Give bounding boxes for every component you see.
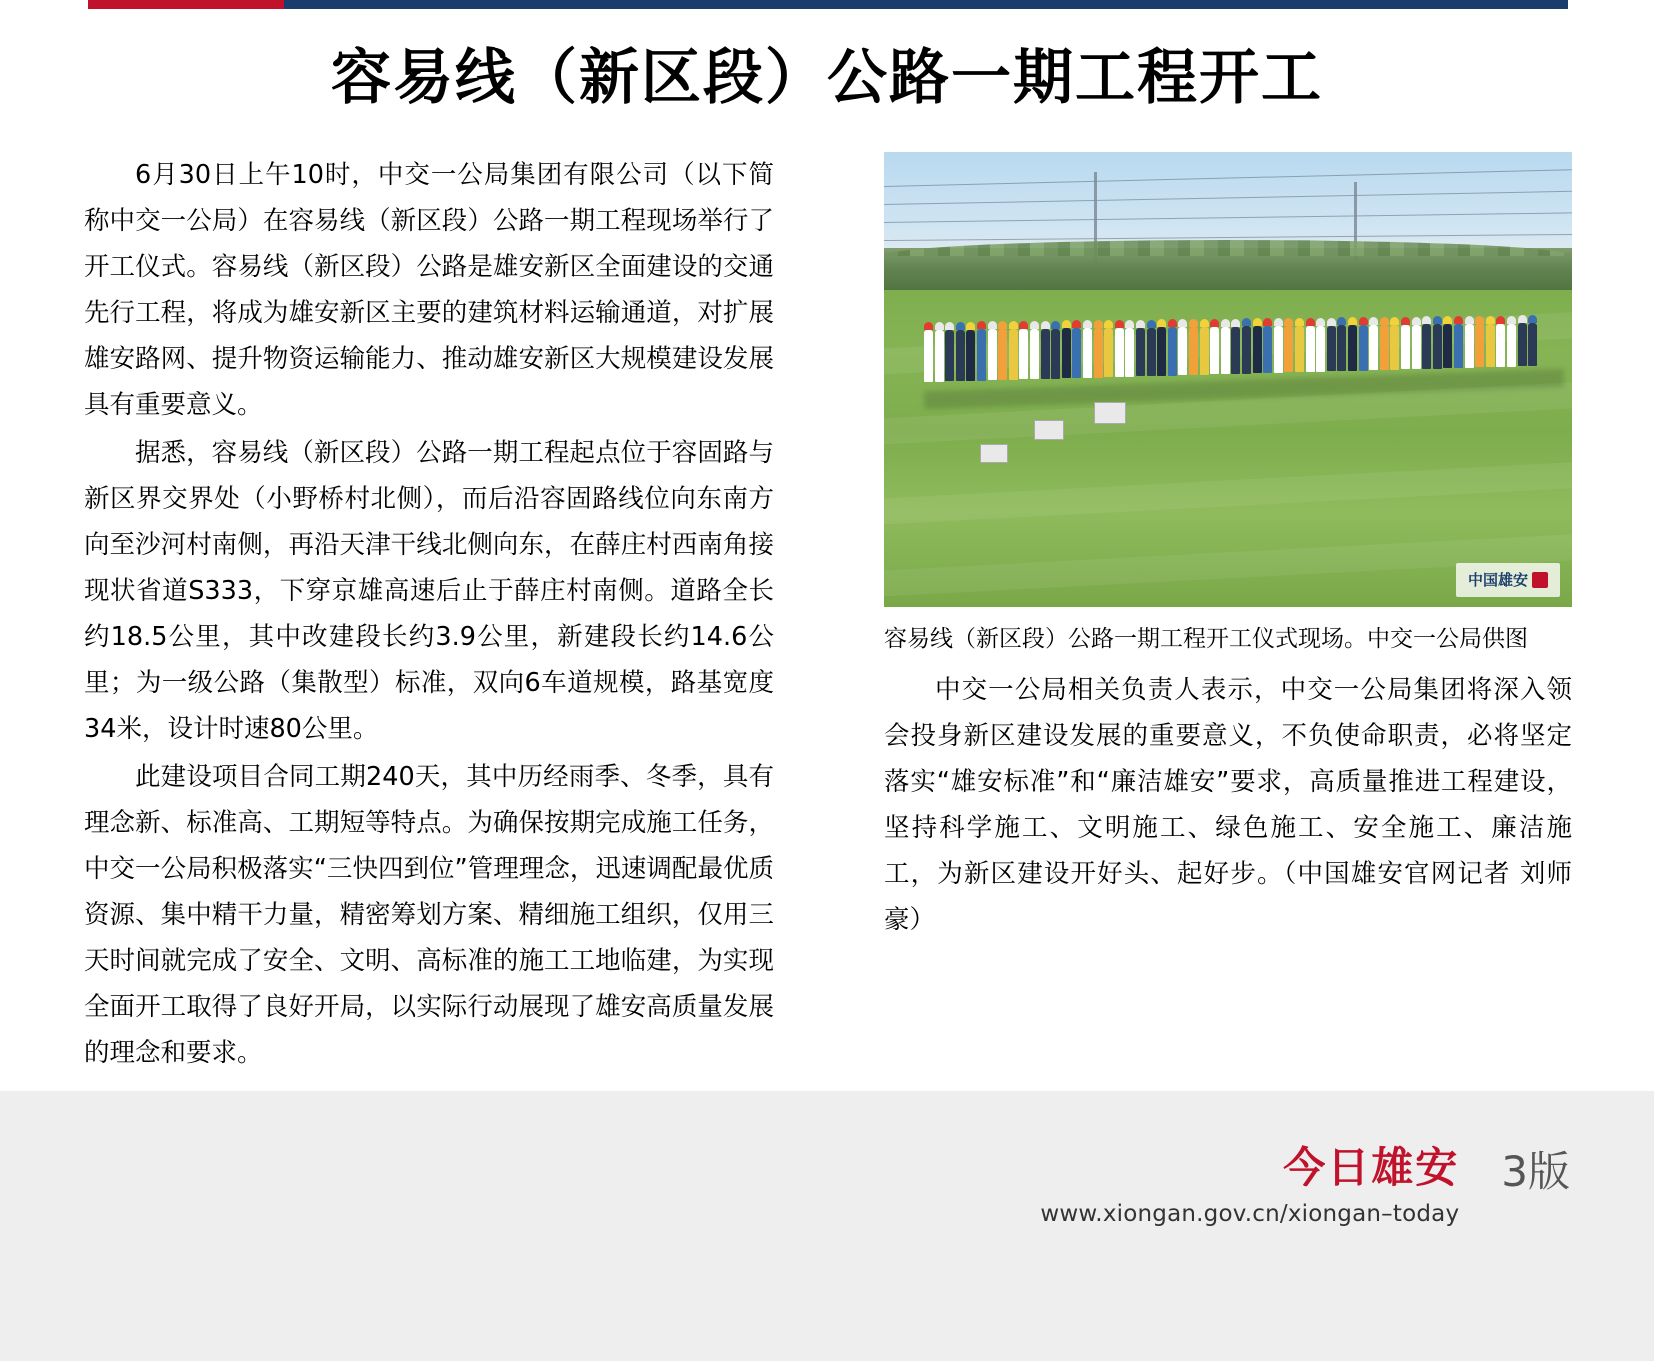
crowd-person <box>1253 326 1262 373</box>
hard-hat-icon <box>1422 316 1431 324</box>
article-column-right <box>884 152 1572 945</box>
hard-hat-icon <box>1518 315 1527 323</box>
hard-hat-icon <box>956 322 965 330</box>
crowd-person <box>1104 328 1113 377</box>
crowd-person <box>1263 326 1272 373</box>
crowd-person <box>1528 323 1537 366</box>
crowd-person <box>1433 324 1442 368</box>
paragraph: 6月30日上午10时，中交一公局集团有限公司（以下简称中交一公局）在容易线（新区段）公路一期工程现场举行了开工仪式。容易线（新区段）公路是雄安新区全面建设的交通先行工程，将成为雄安新区主要的建筑材料运输通道，对扩展雄安路网、提升物资运输能力、推动雄安新区大规模建设发展具有重要意义。 <box>84 160 774 420</box>
hard-hat-icon <box>1051 321 1060 329</box>
crowd-person <box>1401 325 1410 370</box>
hard-hat-icon <box>966 322 975 330</box>
crowd-person <box>1496 324 1505 367</box>
crowd-person <box>945 330 954 382</box>
crowd-person <box>1051 329 1060 379</box>
hard-hat-icon <box>1104 320 1113 328</box>
crowd-person <box>1369 325 1378 370</box>
paragraph: 中交一公局相关负责人表示，中交一公局集团将深入领会投身新区建设发展的重要意义，不负使命职责，必将坚定落实“雄安标准”和“廉洁雄安”要求，高质量推进工程建设，坚持科学施工、文明施工、绿色施工、安全施工、廉洁施工，为新区建设开好头、起好步。（中国雄安官网记者 刘师豪） <box>884 675 1572 935</box>
hard-hat-icon <box>1496 316 1505 324</box>
crowd-person <box>1094 328 1103 377</box>
photo-caption: 容易线（新区段）公路一期工程开工仪式现场。中交一公局供图 <box>884 626 1528 652</box>
hard-hat-icon <box>1136 320 1145 328</box>
hard-hat-icon <box>1454 316 1463 324</box>
hard-hat-icon <box>1157 319 1166 327</box>
hard-hat-icon <box>1465 316 1474 324</box>
hard-hat-icon <box>924 322 933 330</box>
hard-hat-icon <box>945 322 954 330</box>
hard-hat-icon <box>1041 321 1050 329</box>
photo-scene <box>884 152 1572 607</box>
hard-hat-icon <box>1030 321 1039 329</box>
page-footer <box>0 1091 1654 1361</box>
hard-hat-icon <box>1253 318 1262 326</box>
hard-hat-icon <box>1263 318 1272 326</box>
crowd-person <box>988 329 997 380</box>
crowd-person <box>1009 329 1018 380</box>
crowd-person <box>1168 327 1177 375</box>
hard-hat-icon <box>1178 319 1187 327</box>
hard-hat-icon <box>1189 319 1198 327</box>
hard-hat-icon <box>1168 319 1177 327</box>
hard-hat-icon <box>1486 316 1495 324</box>
crowd-person <box>1507 324 1516 367</box>
article-photo <box>884 152 1572 607</box>
hard-hat-icon <box>998 321 1007 329</box>
crowd-person <box>1231 327 1240 374</box>
page-number: 3版 <box>1501 1147 1570 1196</box>
crowd-person <box>1115 328 1124 377</box>
top-accent-bar-red <box>88 0 284 9</box>
hard-hat-icon <box>1115 320 1124 328</box>
hard-hat-icon <box>1125 320 1134 328</box>
crowd-person <box>935 330 944 382</box>
crowd-person <box>1178 327 1187 375</box>
paragraph: 据悉，容易线（新区段）公路一期工程起点位于容固路与新区界交界处（小野桥村北侧），而后沿容固路线位向东南方向至沙河村南侧，再沿天津干线北侧向东，在薛庄村西南角接现状省道S333，下穿京雄高速后止于薛庄村南侧。道路全长约18.5公里，其中改建段长约3.9公里，新建段长约14.6公里；为一级公路（集散型）标准，双向6车道规模，路基宽度34米，设计时速80公里。 <box>84 438 774 744</box>
hard-hat-icon <box>1221 319 1230 327</box>
hard-hat-icon <box>988 321 997 329</box>
crowd-person <box>1327 326 1336 372</box>
crowd-person <box>1083 328 1092 378</box>
brand-url[interactable]: www.xiongan.gov.cn/xiongan–today <box>1040 1201 1460 1228</box>
crowd-person <box>1295 326 1304 372</box>
crowd-person <box>1210 327 1219 375</box>
hard-hat-icon <box>1369 317 1378 325</box>
crowd-person <box>1136 328 1145 377</box>
crowd-person <box>1412 325 1421 370</box>
article-body <box>84 152 1572 1068</box>
crowd-person <box>1274 326 1283 373</box>
crowd-person <box>1337 325 1346 371</box>
hard-hat-icon <box>935 322 944 330</box>
crowd-person <box>1454 324 1463 368</box>
crowd-person <box>1390 325 1399 370</box>
power-line <box>884 191 1572 205</box>
hard-hat-icon <box>1412 317 1421 325</box>
photo-watermark <box>1456 563 1560 597</box>
hard-hat-icon <box>1401 317 1410 325</box>
crowd-person <box>1486 324 1495 367</box>
hard-hat-icon <box>1274 318 1283 326</box>
ground-sign <box>1094 402 1126 424</box>
hard-hat-icon <box>1284 318 1293 326</box>
crowd-person <box>1147 328 1156 377</box>
crowd-person <box>1200 327 1209 375</box>
hard-hat-icon <box>1147 320 1156 328</box>
hard-hat-icon <box>1390 317 1399 325</box>
footer-content <box>1040 1145 1570 1227</box>
crowd-person <box>1189 327 1198 375</box>
crowd-person <box>1306 326 1315 372</box>
crowd-person <box>1125 328 1134 377</box>
crowd-person <box>1348 325 1357 371</box>
ground-sign <box>1034 420 1064 440</box>
tree-line <box>884 248 1572 290</box>
ground-sign <box>980 444 1008 463</box>
crowd-person <box>1062 328 1071 378</box>
watermark-text: 中国雄安 <box>1467 570 1528 589</box>
hard-hat-icon <box>1316 318 1325 326</box>
top-accent-bar <box>0 0 1654 12</box>
paragraph: 此建设项目合同工期240天，其中历经雨季、冬季，具有理念新、标准高、工期短等特点。为确保按期完成施工任务，中交一公局积极落实“三快四到位”管理理念，迅速调配最优质资源、集中精干力量，精密筹划方案、精细施工组织，仅用三天时间就完成了安全、文明、高标准的施工工地临建，为实现全面开工取得了良好开局，以实际行动展现了雄安高质量发展的理念和要求。 <box>84 762 774 1068</box>
page-title: 容易线（新区段）公路一期工程开工 <box>331 43 1323 113</box>
top-accent-bar-dark <box>88 0 1568 9</box>
crowd-person <box>1284 326 1293 373</box>
crowd-person <box>977 329 986 380</box>
hard-hat-icon <box>1062 320 1071 328</box>
hard-hat-icon <box>1231 319 1240 327</box>
crowd-person <box>1465 324 1474 368</box>
crowd-person <box>1422 324 1431 368</box>
crowd-person <box>1242 326 1251 373</box>
hard-hat-icon <box>1210 319 1219 327</box>
hard-hat-icon <box>1009 321 1018 329</box>
hard-hat-icon <box>1359 317 1368 325</box>
hard-hat-icon <box>1380 317 1389 325</box>
crowd-person <box>924 330 933 382</box>
hard-hat-icon <box>1072 320 1081 328</box>
crowd-person <box>1380 325 1389 370</box>
crowd-person <box>1475 324 1484 368</box>
hard-hat-icon <box>1200 319 1209 327</box>
crowd-person <box>1019 329 1028 380</box>
crowd-person <box>966 330 975 381</box>
footer-brand <box>1040 1145 1459 1227</box>
hard-hat-icon <box>1295 318 1304 326</box>
crowd-person <box>1316 326 1325 372</box>
crowd-person <box>1072 328 1081 378</box>
article-column-left <box>84 152 774 1078</box>
hard-hat-icon <box>1433 316 1442 324</box>
crowd-person <box>1157 327 1166 375</box>
crowd-person <box>1518 323 1527 366</box>
hard-hat-icon <box>1094 320 1103 328</box>
brand-name: 今日雄安 <box>1283 1143 1460 1192</box>
field-stripe <box>884 460 1572 527</box>
watermark-seal-icon <box>1532 572 1548 588</box>
crowd-person <box>1030 329 1039 379</box>
crowd-person <box>1041 329 1050 379</box>
crowd-row <box>924 302 1564 382</box>
hard-hat-icon <box>1083 320 1092 328</box>
crowd-person <box>1359 325 1368 370</box>
hard-hat-icon <box>1306 318 1315 326</box>
hard-hat-icon <box>1475 316 1484 324</box>
hard-hat-icon <box>1348 317 1357 325</box>
power-line <box>884 169 1572 187</box>
hard-hat-icon <box>1019 321 1028 329</box>
crowd-person <box>1221 327 1230 374</box>
hard-hat-icon <box>1507 316 1516 324</box>
crowd-person <box>956 330 965 382</box>
hard-hat-icon <box>1327 318 1336 326</box>
hard-hat-icon <box>1337 317 1346 325</box>
hard-hat-icon <box>1242 318 1251 326</box>
crowd-person <box>1443 324 1452 368</box>
hard-hat-icon <box>1528 315 1537 323</box>
power-line <box>884 212 1572 223</box>
hard-hat-icon <box>1443 316 1452 324</box>
crowd-person <box>998 329 1007 380</box>
hard-hat-icon <box>977 321 986 329</box>
